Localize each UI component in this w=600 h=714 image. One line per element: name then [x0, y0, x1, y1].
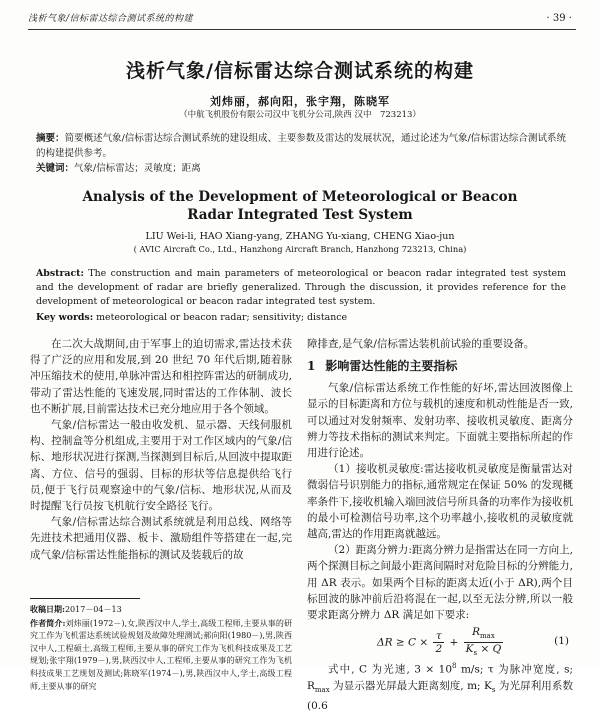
received-label: 收稿日期: — [30, 604, 65, 614]
section-heading — [307, 358, 573, 375]
english-affiliation: ( AVIC Aircraft Co., Ltd., Hanzhong Aircraft Branch, Hanzhong 723213, China) — [133, 244, 467, 254]
abstract-label: 摘要： — [36, 133, 65, 144]
body-paragraph: 气象/信标雷达综合测试系统就是利用总线、网络等先进技术把通用仪器、板卡、激励组件等搭建在一起,完成气象/信标雷达性能指标的测试及装载后的故 — [30, 516, 292, 561]
english-keywords — [36, 311, 566, 325]
chinese-abstract — [36, 131, 566, 161]
body-paragraph: 气象/信标雷达一般由收发机、显示器、天线伺服机构、控制盒等分机组成,主要用于对工作区域内的气象/信标、地形状况进行探测,当探测到目标后,从回波中提取距离、方位、信号的强弱、目标的形状等信息提供给飞行员,便于飞行员观察途中的气象/信标、地形状况,从而及时提醒飞行员按飞机航行安全路径飞行。 — [30, 419, 292, 513]
times-q: × Q — [477, 643, 502, 656]
author-bio-label: 作者简介: — [30, 617, 66, 628]
where-text-3: 为显示器光屏最大距离刻度, m; K — [329, 679, 492, 692]
footnote-rule — [30, 598, 140, 599]
variable-definitions — [307, 658, 573, 714]
fraction-numerator — [464, 626, 504, 643]
author-bio — [30, 617, 292, 694]
received-value: 2017－04－13 — [64, 605, 122, 614]
english-abstract — [36, 267, 566, 309]
running-header-title: 浅析气象/信标雷达综合测试系统的构建 — [28, 14, 194, 24]
chinese-keywords — [36, 161, 566, 176]
paper-title: 浅析气象/信标雷达综合测试系统的构建 — [126, 60, 474, 82]
keywords-label: 关键词： — [36, 163, 75, 174]
section-number: 1 — [307, 359, 316, 374]
body-paragraph: 在二次大战期间,由于军事上的迫切需求,雷达技术获得了广泛的应用和发展,到 20 世纪 70 年代后期,随着脉冲压缩技术的使用,单脉冲雷达和相控阵雷达的研制成功,带动了雷达性能的飞速发展,同时雷达的工作体制、波长也不断扩展,目前雷达技术已充分地应用于各个领域。 — [30, 338, 292, 415]
affiliation: （中航飞机股份有限公司汉中飞机分公司,陕西 汉中 723213） — [179, 110, 421, 120]
author-bio-text: 刘炜丽(1972－),女,陕西汉中人,学士,高级工程师,主要从事的研究工作为飞机雷达系统试验规划及故障处理测试;郝向阳(1980－),男,陕西汉中人,工程硕士,高级工程师,主要从事的研究工作为飞机科技成果及工艺规划;张宇翔(1979－),男,陕西汉中人,工程师,主要从事的研究工作为飞机科技成果工艺规划及测试;陈晓军(1974－),男,陕西汉中人,学士,高级工程师,主要从事的研究 — [30, 618, 292, 691]
subscript-s: s — [473, 649, 478, 658]
equation-lhs: ΔR ≥ C × — [377, 636, 429, 649]
where-text-4: 为光屏利用系数 (0.6 — [307, 679, 573, 713]
english-abstract-block — [36, 267, 566, 325]
keywords-text: 气象/信标雷达；灵敏度；距离 — [74, 163, 201, 174]
fraction-denominator: 2 — [435, 643, 443, 656]
subscript-max: max — [480, 632, 495, 641]
left-column — [30, 336, 292, 596]
chinese-abstract-block — [36, 131, 566, 176]
continued-paragraph: 障排查,是气象/信标雷达装机前试验的重要设备。 — [307, 338, 535, 350]
received-date — [30, 603, 292, 617]
section-title: 影响雷达性能的主要指标 — [325, 359, 458, 374]
english-keywords-text: meteorological or beacon radar; sensitivity; distance — [93, 312, 348, 323]
equation-plus: + — [449, 636, 459, 649]
equation-number: (1) — [554, 635, 569, 648]
fraction-denominator — [464, 643, 504, 659]
page-number: · 39 · — [546, 13, 572, 24]
author-list: 刘炜丽，郝向阳，张宇翔，陈晓军 — [210, 95, 390, 108]
where-subscript-max: max — [314, 686, 330, 695]
fraction-numerator: τ — [433, 630, 444, 643]
english-author-list: LIU Wei-li, HAO Xiang-yang, ZHANG Yu-xiang, CHENG Xiao-jun — [145, 231, 455, 242]
where-text-1: 式中, C 为光速, 3 × 10 — [328, 663, 453, 676]
var-k: K — [465, 643, 474, 656]
fraction-rmax-over-ksq — [464, 626, 504, 659]
var-r: R — [472, 626, 481, 639]
english-title: Analysis of the Development of Meteorological or Beacon Radar Integrated Test System — [82, 189, 518, 223]
english-keywords-label: Key words: — [36, 312, 94, 323]
body-paragraph: （1）接收机灵敏度:雷达接收机灵敏度是衡量雷达对微弱信号识别能力的指标,通常规定在保证 50% 的发现概率条件下,接收机输入端回波信号所具备的功率作为接收机的最小可检测信号功率,这个功率越小,接收机的灵敏度就越高,雷达的作用距离就越远。 — [307, 463, 573, 541]
fraction-tau-over-2 — [433, 630, 444, 655]
english-abstract-label: Abstract: — [36, 268, 84, 279]
english-abstract-text: The construction and main parameters of meteorological or beacon radar integrated test system and the development of radar are briefly generalized. Through the discussion, it provides reference for the development of meteorological or beacon radar integrated test system. — [36, 268, 566, 307]
abstract-text: 简要概述气象/信标雷达综合测试系统的建设组成、主要参数及雷达的发展状况，通过论述为气象/信标雷达综合测试系统的构建提供参考。 — [36, 133, 566, 159]
where-text-2: m/s; τ 为脉冲宽度, s; R — [307, 663, 573, 692]
body-paragraph: 气象/信标雷达系统工作性能的好坏,雷达回波图像上显示的目标距离和方位与载机的速度和机动性能是否一致,可以通过对发射频率、发射功率、接收机灵敏度、距离分辨力等技术指标的测试来判定。下面就主要指标所起的作用进行论述。 — [307, 382, 573, 460]
where-subscript-s: s — [491, 686, 496, 695]
footnote — [30, 603, 292, 691]
equation-1 — [307, 626, 573, 656]
where-superscript: 8 — [452, 662, 457, 671]
body-paragraph: （2）距离分辨力:距离分辨力是指雷达在同一方向上,两个探测目标之间最小距离间隔时对危险目标的分辨能力,用 ΔR 表示。如果两个目标的距离太近(小于 ΔR),两个目标回波的脉冲前后沿将混在一起,以至无法分辨,所以一般要求距离分辨力 ΔR 满足如下要求: — [307, 544, 573, 622]
running-header — [28, 10, 576, 30]
